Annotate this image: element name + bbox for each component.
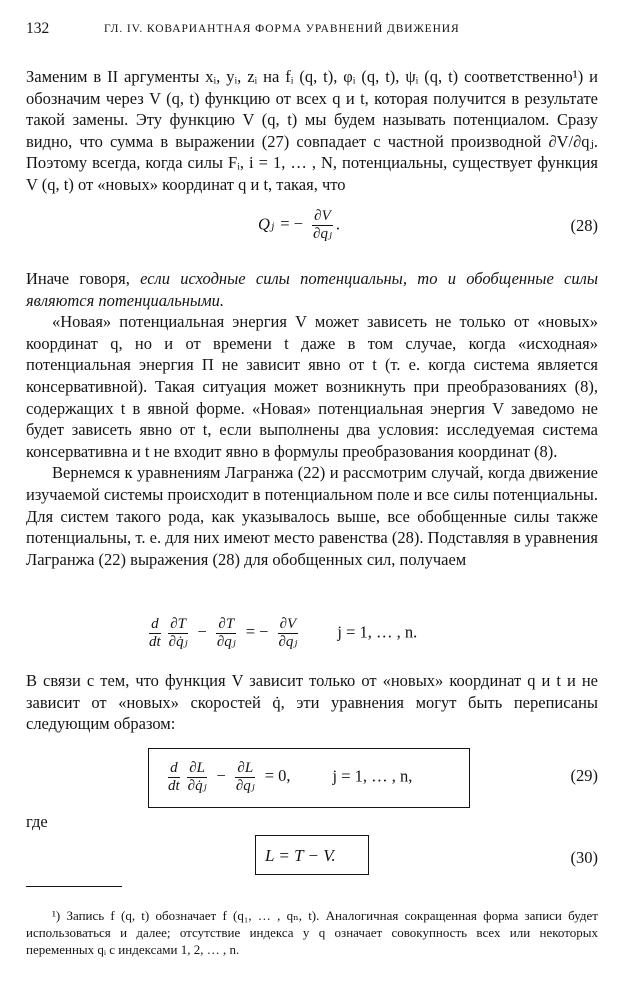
eq29-index-range: j = 1, … , n, — [332, 766, 413, 786]
lagrange-term3 — [276, 616, 299, 651]
lagrange-term1-num: ∂T — [170, 616, 186, 632]
lagrange-d: d — [151, 616, 159, 632]
eq29-rhs: = 0, — [264, 766, 291, 786]
text-block-rewrite — [26, 670, 598, 735]
page-number: 132 — [26, 20, 50, 37]
lagrange-minus: − — [197, 622, 207, 642]
eq29-minus: − — [216, 766, 226, 786]
lagrange-term1-den: ∂q̇ⱼ — [168, 634, 188, 650]
eq29-term2-den: ∂qⱼ — [235, 778, 255, 794]
footnote-rule — [26, 886, 122, 887]
lagrange-equals-minus: = − — [245, 622, 269, 642]
equation-30 — [265, 846, 336, 866]
eq29-term2 — [234, 760, 257, 795]
lagrange-dt: dt — [149, 634, 161, 650]
lagrange-index-range: j = 1, … , n. — [337, 622, 418, 642]
eq29-term1 — [186, 760, 209, 795]
eq30-expression: L = T − V. — [265, 846, 336, 865]
paragraph-conclusion — [26, 268, 598, 311]
equation-number-28: (28) — [570, 216, 598, 235]
paragraph-lagrange: Вернемся к уравнениям Лагранжа (22) и рассмотрим случай, когда движение изучаемой системы происходит в потенциальном поле и все силы потенциальны. Для систем такого рода, как указывалось выше, все обобщенные силы также потенциальны, т. е. для них имеют место равенства (28). Подставляя в уравнения Лагранжа (22) выражения (28) для обобщенных сил, получаем — [26, 463, 599, 569]
conclusion-italic: если исходные силы потенциальны, то и обобщенные силы являются потенциальными. — [26, 269, 598, 310]
lagrange-term2 — [215, 616, 238, 651]
text-block-intro — [26, 66, 598, 196]
equation-28 — [258, 208, 340, 243]
lagrange-term3-den: ∂qⱼ — [278, 634, 298, 650]
eq29-term1-den: ∂q̇ⱼ — [187, 778, 207, 794]
eq28-lhs: Qⱼ — [258, 214, 275, 234]
conclusion-lead: Иначе говоря, — [26, 269, 141, 288]
lagrange-term3-num: ∂V — [279, 616, 297, 632]
page-header — [0, 20, 638, 44]
eq28-equals-minus: = − — [280, 214, 304, 234]
paragraph-substitution: Заменим в II аргументы xᵢ, yᵢ, zᵢ на fᵢ (q, t), φᵢ (q, t), ψᵢ (q, t) соответственно¹) и обозначим через V (q, t) функцию от всех q и t, которая получится в результате такой замены. Эту функцию V (q, t) мы будем называть потенциалом. Сразу видно, что сумма в выражении (27) совпадает с частной производной ∂V/∂qⱼ. Поэтому всегда, когда силы Fᵢ, i = 1, … , N, потенциальны, существует функция V (q, t) от «новых» координат q и t, такая, что — [26, 67, 598, 194]
eq29-term2-num: ∂L — [237, 760, 254, 776]
eq29-dt: dt — [168, 778, 180, 794]
eq28-fraction — [311, 208, 334, 243]
paragraph-new-potential: «Новая» потенциальная энергия V может зависеть не только от «новых» координат q, но и от времени t даже в том случае, когда «исходная» потенциальная энергия П не зависит явно от t (т. е. когда система является консервативной). Такая ситуация может возникнуть при преобразованиях (8), содержащих t в явной форме. «Новая» потенциальная энергия V заведомо не будет зависеть явно от t, если выполнены два условия: исследуемая система консервативна и t не входит явно в формулы преобразования координат (8). — [26, 312, 598, 461]
lagrange-d-dt — [147, 616, 163, 651]
eq29-d: d — [170, 760, 178, 776]
lagrange-term2-den: ∂qⱼ — [216, 634, 236, 650]
where-word: где — [26, 812, 48, 831]
lagrange-term1 — [167, 616, 190, 651]
eq28-denominator: ∂qⱼ — [313, 226, 332, 242]
equation-number-29: (29) — [570, 766, 598, 785]
eq28-period: . — [335, 214, 341, 234]
equation-29 — [164, 760, 412, 795]
footnote: ¹) Запись f (q, t) обозначает f (q₁, … , qₙ, t). Аналогичная сокращенная форма записи будет использоваться и далее; отсутствие индекса у q означает совокупность всех или некоторых переменных qᵢ с индексами 1, 2, … , n. — [26, 908, 598, 957]
text-block-middle — [26, 268, 598, 570]
paragraph-rewrite: В связи с тем, что функция V зависит только от «новых» координат q и t и не зависит от «новых» скоростей q̇, эти уравнения могут быть переписаны следующим образом: — [26, 671, 598, 734]
eq29-term1-num: ∂L — [189, 760, 205, 776]
eq28-numerator: ∂V — [314, 208, 331, 224]
equation-number-30: (30) — [570, 848, 598, 867]
eq29-d-dt — [166, 760, 182, 795]
lagrange-equations — [145, 616, 417, 651]
lagrange-term2-num: ∂T — [218, 616, 235, 632]
running-head: ГЛ. IV. КОВАРИАНТНАЯ ФОРМА УРАВНЕНИЙ ДВИЖЕНИЯ — [104, 23, 460, 35]
